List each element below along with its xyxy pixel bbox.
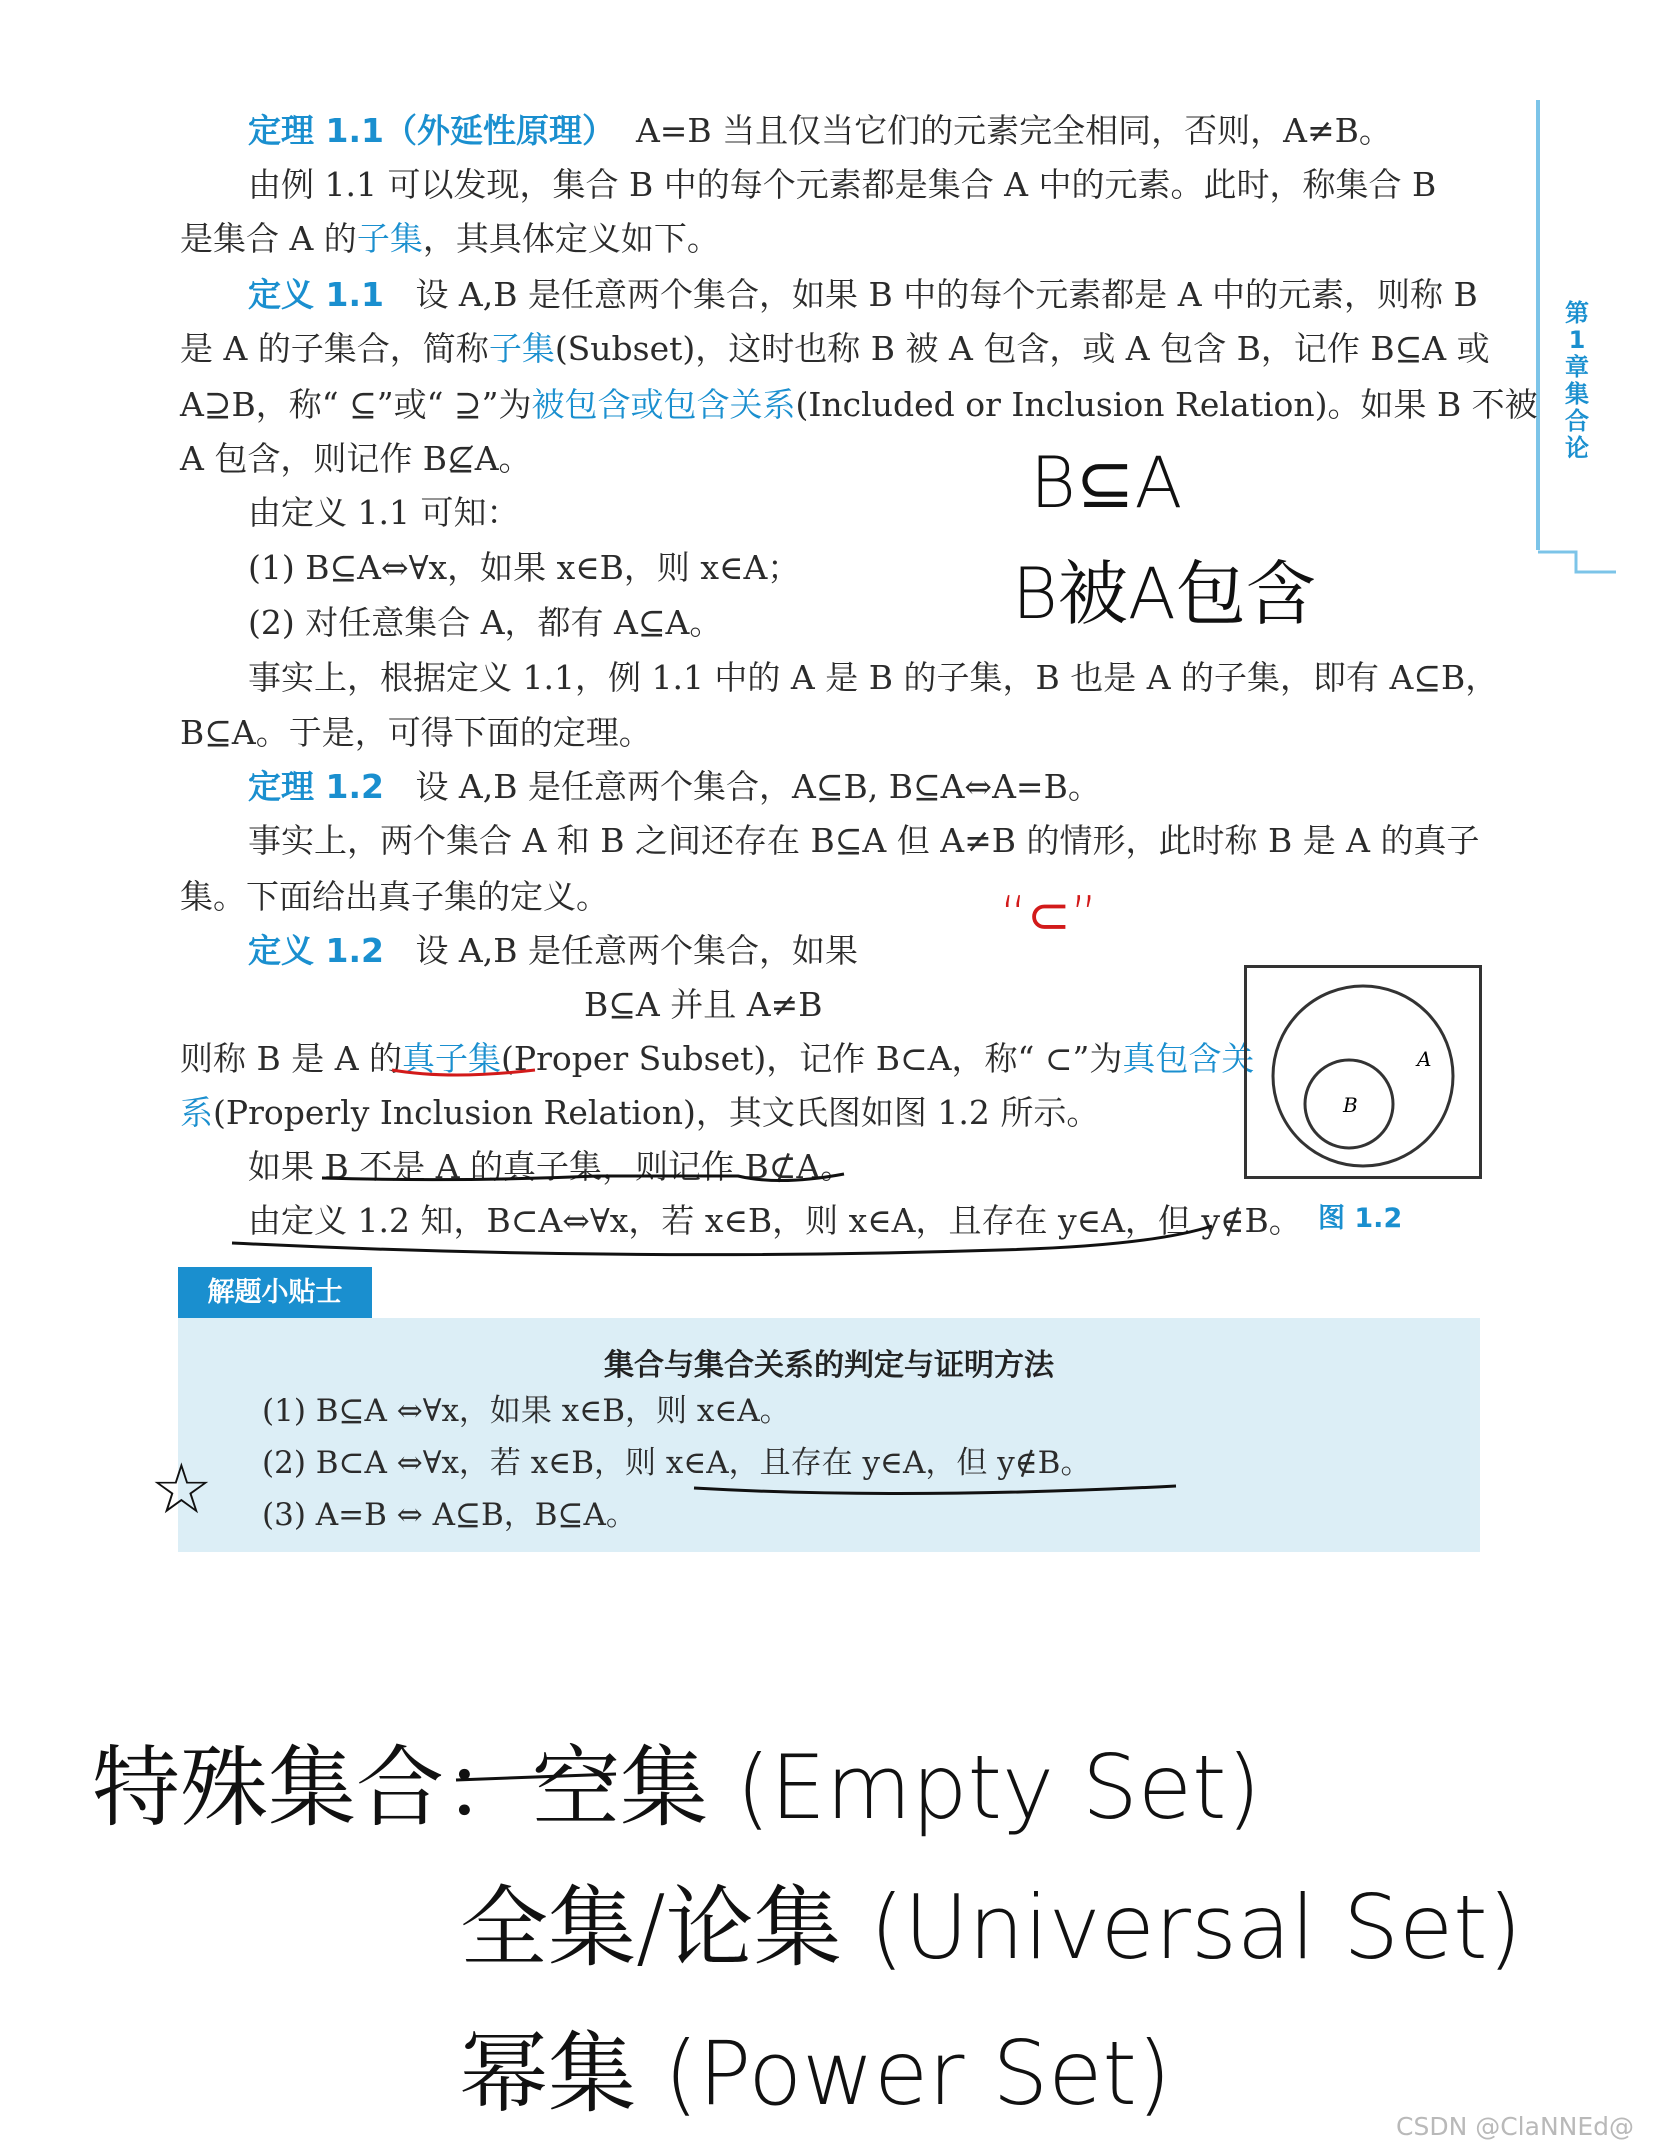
underline-not-proper-subset (322, 1174, 844, 1181)
handwritten-note-contained: B被A包含 (1012, 553, 1316, 635)
handwritten-special-sets: 特殊集合：空集 (Empty Set) (92, 1736, 1261, 1839)
def11-l2-pre: 是 A 的子集合，简称 (180, 329, 489, 368)
def12-l2-mid: (Proper Subset)，记作 B⊂A，称“ ⊂”为 (501, 1039, 1123, 1078)
tips-item2: (2) B⊂A ⇔∀x，若 x∈B，则 x∈A，且存在 y∈A，但 y∉B。 (262, 1445, 1092, 1481)
definition-1-1-label: 定义 1.1 (248, 275, 384, 314)
def11-l3-post: (Included or Inclusion Relation)。如果 B 不被 (795, 385, 1538, 424)
definition-1-2-formula: B⊆A 并且 A≠B (584, 985, 823, 1024)
definition-1-2-line5: 由定义 1.2 知，B⊂A⇔∀x，若 x∈B，则 x∈A，且存在 y∈A，但 y∉B。 (248, 1201, 1302, 1240)
underline-definition-1-2 (232, 1226, 1212, 1255)
underline-tips-item2 (694, 1486, 1176, 1494)
from-def-intro: 由定义 1.1 可知： (248, 493, 520, 532)
definition-1-1-text: 设 A,B 是任意两个集合，如果 B 中的每个元素都是 A 中的元素，则称 B (415, 275, 1478, 314)
para1-line2-post: ，其具体定义如下。 (422, 219, 720, 258)
para1-line2-pre: 是集合 A 的 (180, 219, 357, 258)
def11-l2-post: (Subset)，这时也称 B 被 A 包含，或 A 包含 B，记作 B⊆A 或 (554, 329, 1490, 368)
term-inclusion-relation: 被包含或包含关系 (531, 385, 796, 424)
para2-line2: B⊆A。于是，可得下面的定理。 (180, 713, 652, 752)
venn-label-a: A (1417, 1047, 1432, 1071)
handwritten-note-proper-symbol: “⊂” (1000, 886, 1098, 946)
venn-label-b: B (1343, 1093, 1358, 1117)
theorem-1-2-label: 定理 1.2 (248, 767, 384, 806)
tips-item3: (3) A=B ⇔ A⊆B，B⊆A。 (262, 1497, 637, 1533)
para3-line1: 事实上，两个集合 A 和 B 之间还存在 B⊆A 但 A≠B 的情形，此时称 B 是 A 的真子 (248, 821, 1480, 860)
from-def-item2: (2) 对任意集合 A，都有 A⊆A。 (248, 603, 723, 642)
para1-line1: 由例 1.1 可以发现，集合 B 中的每个元素都是集合 A 中的元素。此时，称集合 B (248, 165, 1437, 204)
tips-title: 集合与集合关系的判定与证明方法 (604, 1348, 1054, 1383)
def12-l2-pre: 则称 B 是 A 的 (180, 1039, 403, 1078)
def12-l3-post: (Properly Inclusion Relation)，其文氏图如图 1.2 所示。 (213, 1093, 1100, 1132)
red-underline-proper-subset (392, 1070, 535, 1075)
term-proper-inclusion: 真包含关 (1122, 1039, 1255, 1078)
para3-line2: 集。下面给出真子集的定义。 (180, 877, 609, 916)
handwritten-power-set: 幂集 (Power Set) (460, 2022, 1172, 2125)
para2-line1: 事实上，根据定义 1.1，例 1.1 中的 A 是 B 的子集，B 也是 A 的子集，即有 A⊆B， (248, 658, 1499, 697)
from-def-item1: (1) B⊆A⇔∀x，如果 x∈B，则 x∈A； (248, 548, 801, 587)
handwritten-note-subset: B⊆A (1030, 442, 1183, 524)
def11-l3-pre: A⊇B，称“ ⊆”或“ ⊇”为 (180, 385, 532, 424)
definition-1-2-label: 定义 1.2 (248, 931, 384, 970)
tips-item1: (1) B⊆A ⇔∀x，如果 x∈B，则 x∈A。 (262, 1393, 791, 1429)
term-subset: 子集 (356, 219, 423, 258)
chapter-tab-label: 第1章 集合论 (1565, 299, 1589, 462)
definition-1-1-line4: A 包含，则记作 B⊈A。 (180, 439, 532, 478)
csdn-watermark: CSDN @ClaNNEd@ (1396, 2112, 1635, 2141)
tips-tag: 解题小贴士 (178, 1267, 372, 1319)
term-proper-subset: 真子集 (402, 1039, 502, 1078)
theorem-1-2-text: 设 A,B 是任意两个集合，A⊆B, B⊆A⇔A=B。 (415, 767, 1101, 806)
star-icon: ☆ (150, 1448, 213, 1530)
term-proper-inclusion-end: 系 (180, 1093, 213, 1132)
figure-caption: 图 1.2 (1318, 1203, 1403, 1234)
theorem-1-1-label: 定理 1.1（外延性原理） (248, 111, 615, 150)
handwritten-universal-set: 全集/论集 (Universal Set) (460, 1876, 1523, 1979)
term-subset-2: 子集 (488, 329, 555, 368)
definition-1-2-line4: 如果 B 不是 A 的真子集，则记作 B⊄A。 (248, 1147, 854, 1186)
definition-1-2-text: 设 A,B 是任意两个集合，如果 (415, 931, 858, 970)
theorem-1-1-text: A=B 当且仅当它们的元素完全相同，否则，A≠B。 (635, 111, 1392, 150)
